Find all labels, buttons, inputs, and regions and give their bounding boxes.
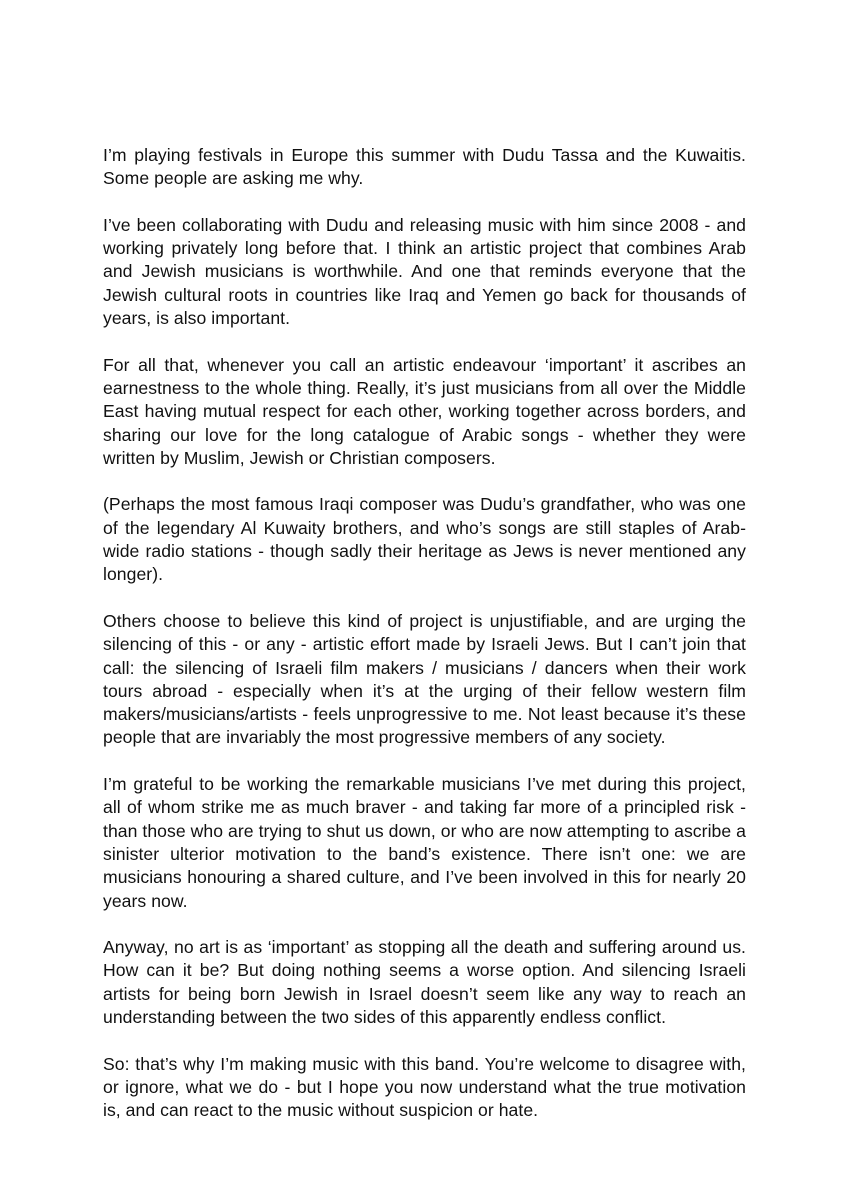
paragraph-1: I’m playing festivals in Europe this summer with Dudu Tassa and the Kuwaitis. Some people are asking me why. <box>103 145 746 189</box>
paragraph-4: (Perhaps the most famous Iraqi composer was Dudu’s grandfather, who was one of the legendary Al Kuwaity brothers, and who’s songs are still staples of Arab-wide radio stations - though sadly their heritage as Jews is never mentioned any longer). <box>103 494 746 585</box>
paragraph-2: I’ve been collaborating with Dudu and releasing music with him since 2008 - and working privately long before that. I think an artistic project that combines Arab and Jewish musicians is worthwhile. And one that reminds everyone that the Jewish cultural roots in countries like Iraq and Yemen go back for thousands of years, is also important. <box>103 214 746 329</box>
paragraph-8: So: that’s why I’m making music with this band. You’re welcome to disagree with, or ignore, what we do - but I hope you now understand what the true motivation is, and can react to the music without suspicion or hate. <box>103 1053 746 1121</box>
paragraph-3: For all that, whenever you call an artistic endeavour ‘important’ it ascribes an earnestness to the whole thing. Really, it’s just musicians from all over the Middle East having mutual respect for each other, working together across borders, and sharing our love for the long catalogue of Arabic songs - whether they were written by Muslim, Jewish or Christian composers. <box>103 354 746 468</box>
paragraph-6: I’m grateful to be working the remarkable musicians I’ve met during this project, all of whom strike me as much braver - and taking far more of a principled risk - than those who are trying to shut us down, or who are now attempting to ascribe a sinister ulterior motivation to the band’s existence. There isn’t one: we are musicians honouring a shared culture, and I’ve been involved in this for nearly 20 years now. <box>103 774 746 911</box>
paragraph-7: Anyway, no art is as ‘important’ as stopping all the death and suffering around us. How can it be? But doing nothing seems a worse option. And silencing Israeli artists for being born Jewish in Israel doesn’t seem like any way to reach an understanding between the two sides of this apparently endless conflict. <box>103 937 746 1027</box>
paragraph-5: Others choose to believe this kind of project is unjustifiable, and are urging the silencing of this - or any - artistic effort made by Israeli Jews. But I can’t join that call: the silencing of Israeli film makers / musicians / dancers when their work tours abroad - especially when it’s at the urging of their fellow western film makers/musicians/artists - feels unprogressive to me. Not least because it’s these people that are invariably the most progressive members of any society. <box>103 610 746 748</box>
document-body <box>103 144 746 1146</box>
